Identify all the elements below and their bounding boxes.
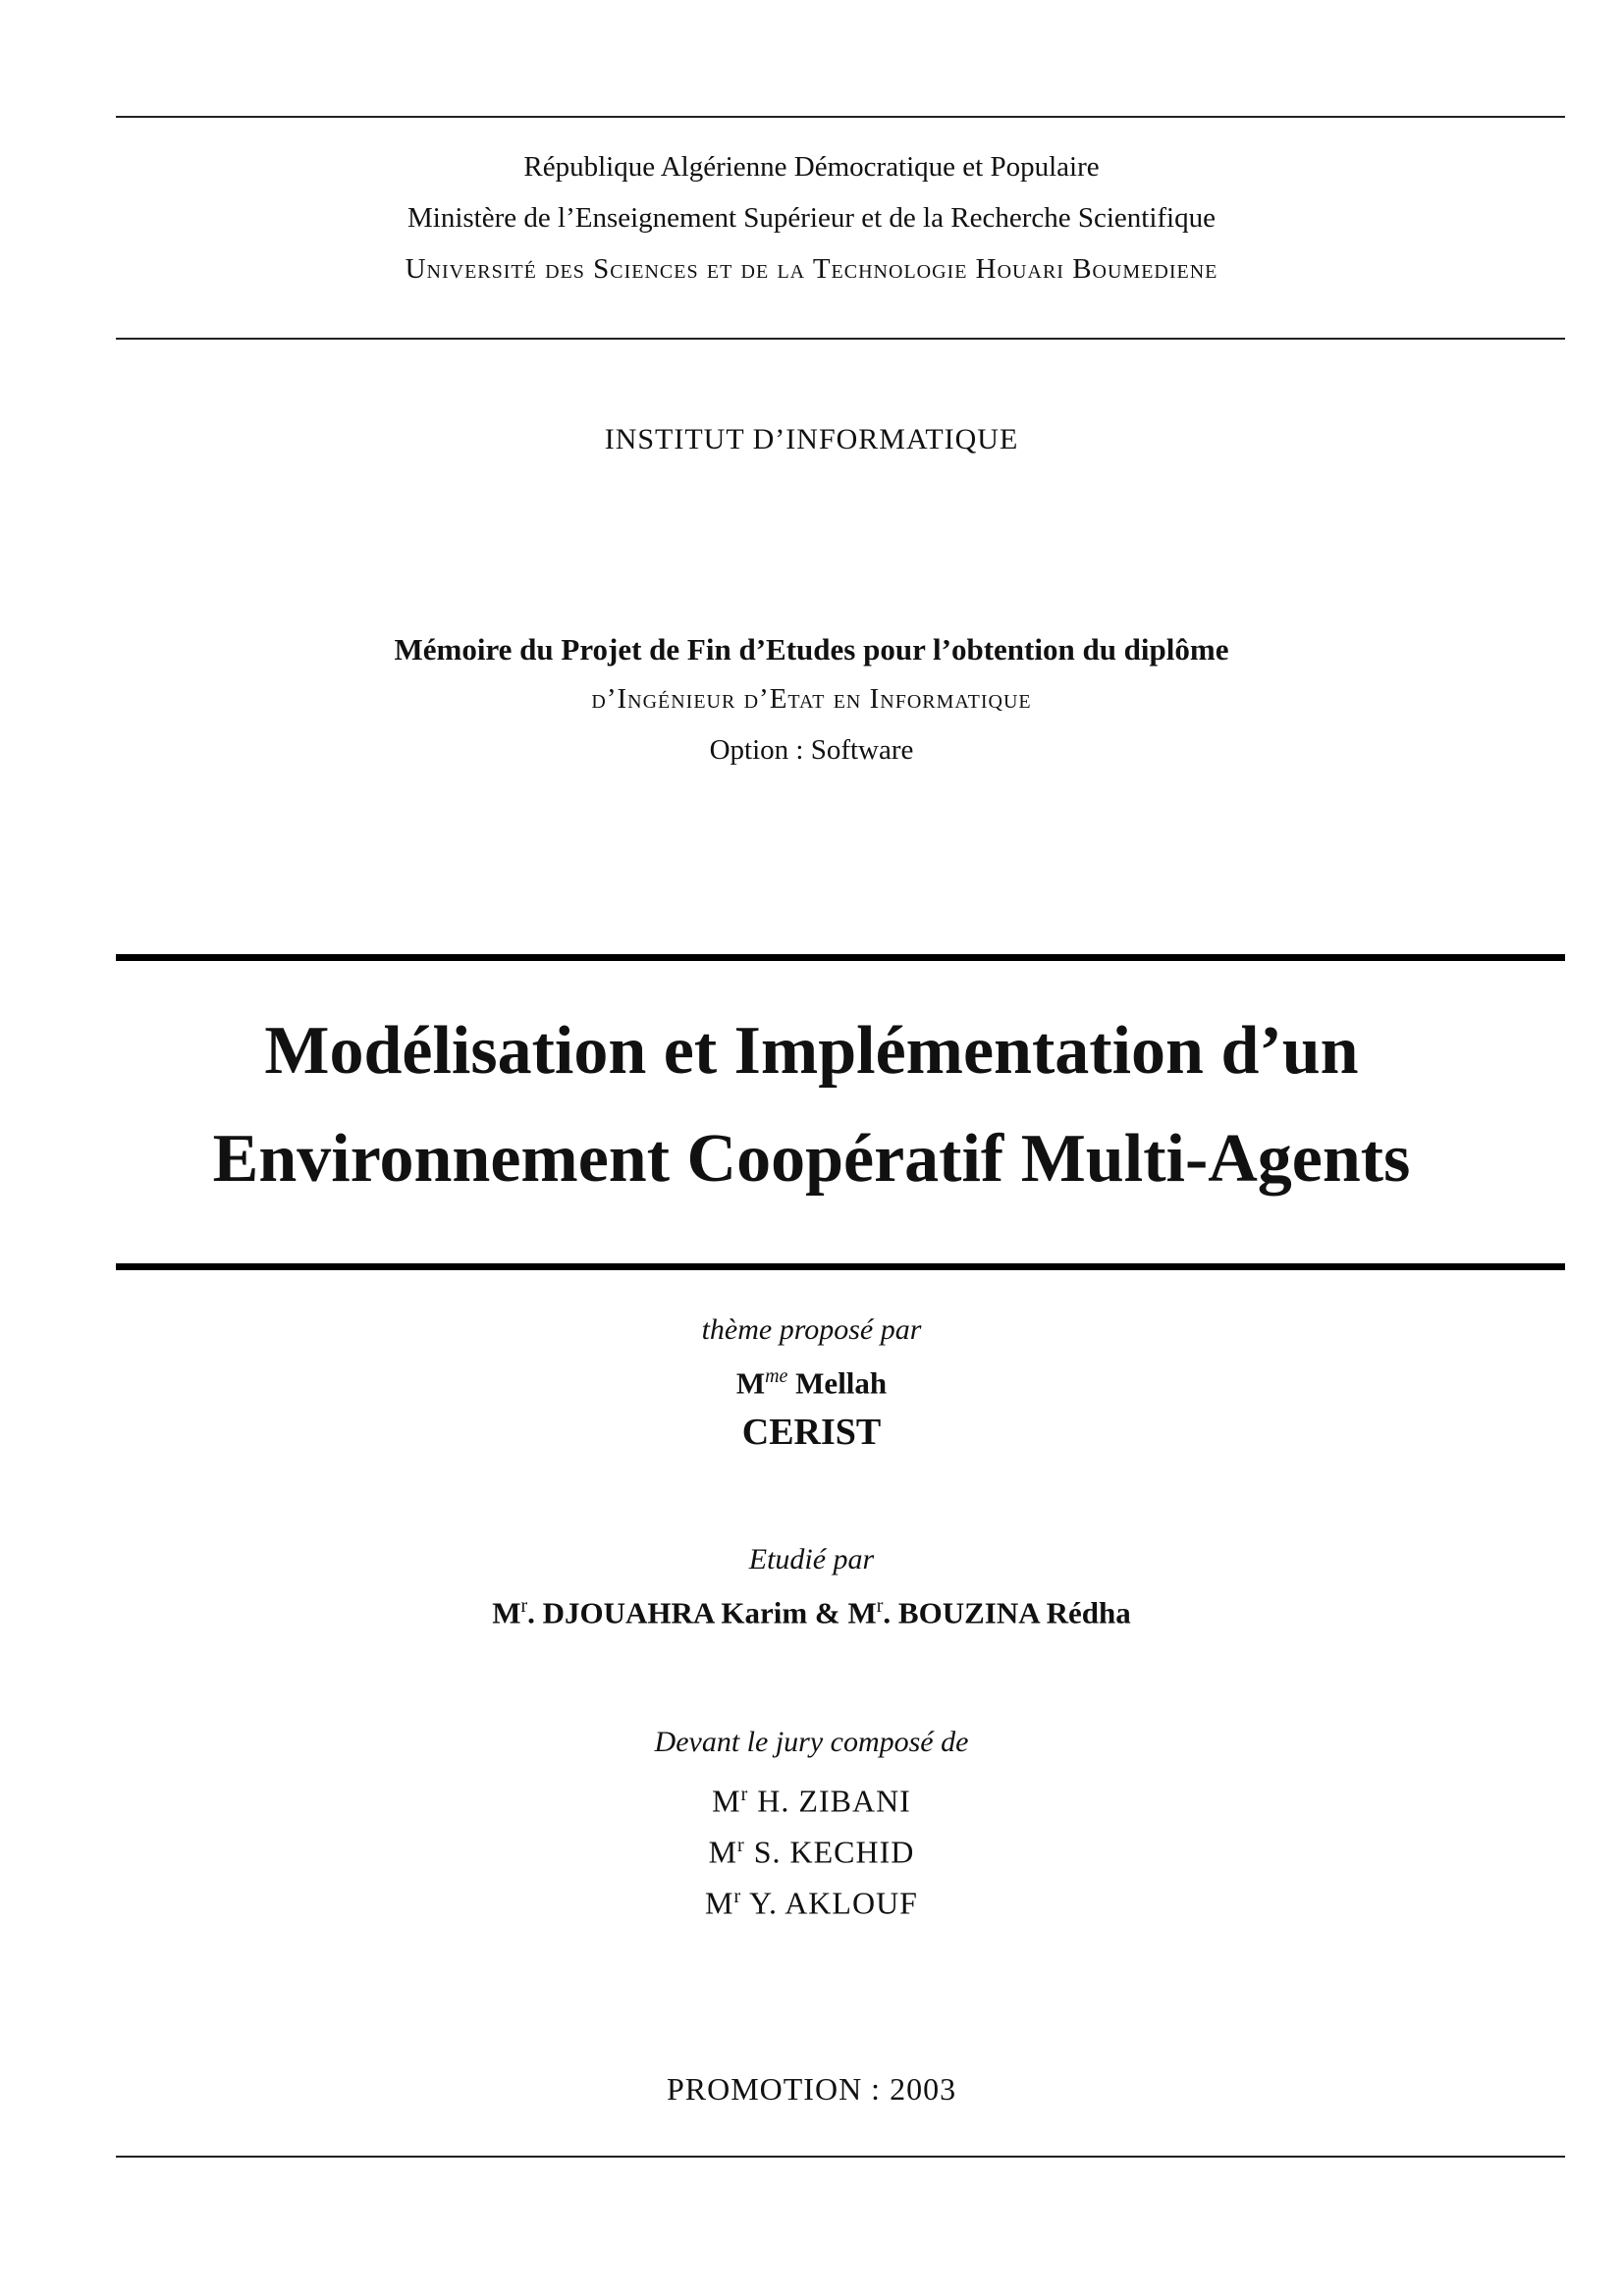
bottom-rule [116, 2156, 1565, 2158]
top-rule [116, 116, 1565, 118]
title-top-rule [116, 954, 1565, 961]
studied-label: Etudié par [748, 1543, 875, 1575]
title-line-2: Environnement Coopératif Multi-Agents [212, 1121, 1411, 1197]
title-line-1: Modélisation et Implémentation d’un [264, 1013, 1359, 1089]
jury-member: $M^r$ H. ZIBANI [712, 1783, 911, 1819]
degree-line: d’Ingénieur d’Etat en Informatique [591, 683, 1032, 715]
jury-label: Devant le jury composé de [654, 1726, 969, 1758]
thesis-description: Mémoire du Projet de Fin d’Etudes pour l’obtention du diplôme [394, 632, 1229, 667]
authors-line: $M^r$. DJOUAHRA Karim & $M^r$. BOUZINA Rédha [492, 1595, 1131, 1630]
institute-name: INSTITUT D’INFORMATIQUE [604, 423, 1019, 455]
promotion-year: PROMOTION : 2003 [666, 2071, 957, 2107]
ministry-line: Ministère de l’Enseignement Supérieur et de la Recherche Scientifique [407, 202, 1216, 234]
option-line: Option : Software [709, 734, 914, 766]
proposer-name: $M^{me}$ Mellah [735, 1365, 888, 1401]
title-bottom-rule [116, 1263, 1565, 1270]
jury-member: $M^r$ S. KECHID [708, 1834, 915, 1870]
jury-member: $M^r$ Y. AKLOUF [705, 1885, 918, 1921]
republic-line: République Algérienne Démocratique et Populaire [523, 151, 1100, 183]
organization-name: CERIST [741, 1412, 882, 1453]
proposed-label: thème proposé par [701, 1313, 922, 1346]
header-bottom-rule [116, 338, 1565, 340]
university-line: Université des Sciences et de la Technologie Houari Boumediene [405, 253, 1218, 285]
